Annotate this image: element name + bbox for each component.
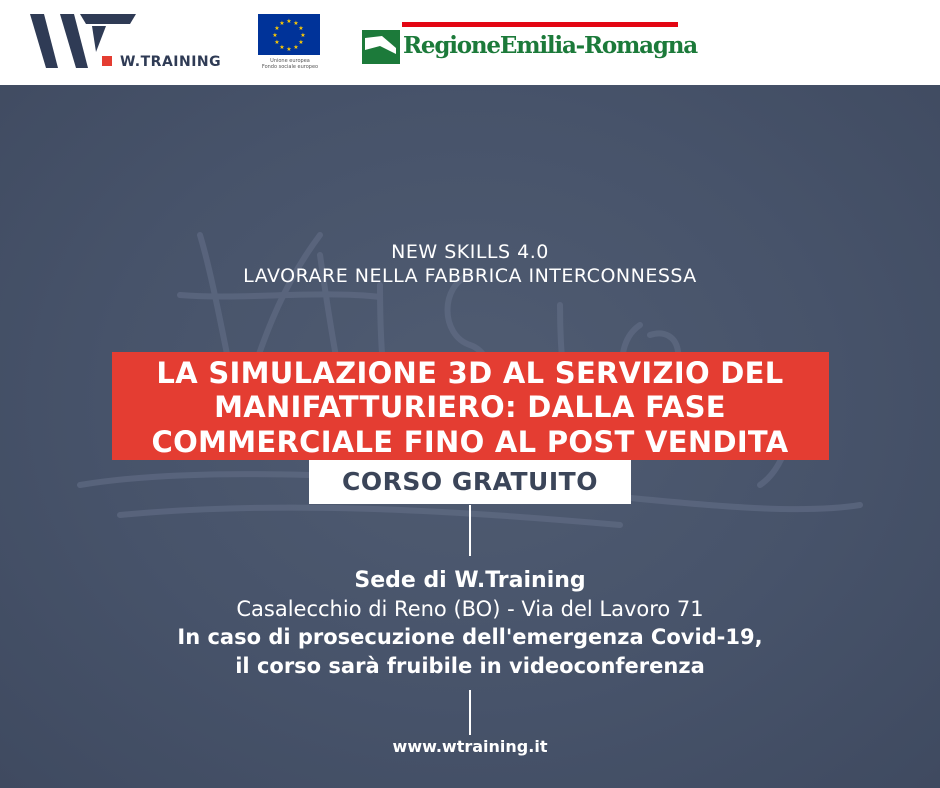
program-name: NEW SKILLS 4.0 [391, 241, 549, 263]
svg-text:★: ★ [298, 25, 304, 32]
svg-text:★: ★ [272, 32, 278, 39]
website-link[interactable]: www.wtraining.it [392, 737, 548, 756]
svg-text:★: ★ [279, 44, 285, 51]
course-title-line: MANIFATTURIERO: DALLA FASE [214, 390, 726, 424]
course-title-line: COMMERCIALE FINO AL POST VENDITA [151, 425, 789, 459]
program-subtitle: LAVORARE NELLA FABBRICA INTERCONNESSA [243, 265, 697, 287]
svg-text:★: ★ [274, 25, 280, 32]
eu-logo-caption [258, 58, 322, 70]
wtraining-red-square [102, 56, 112, 66]
region-logo-text: RegioneEmilia-Romagna [403, 32, 697, 59]
eu-logo [258, 14, 322, 72]
region-logo-red-line [402, 22, 678, 27]
svg-text:★: ★ [293, 44, 299, 51]
svg-text:★: ★ [279, 20, 285, 27]
svg-text:★: ★ [274, 39, 280, 46]
region-map-mark-icon [362, 30, 400, 64]
svg-text:★: ★ [286, 46, 292, 53]
logo-header [0, 0, 940, 85]
divider-line [469, 690, 471, 735]
wtraining-logo [30, 12, 220, 74]
venue-address: Casalecchio di Reno (BO) - Via del Lavoro 71 [236, 597, 704, 621]
chalkboard-background [0, 85, 940, 788]
eu-flag-icon [258, 14, 320, 55]
covid-note-line: In caso di prosecuzione dell'emergenza Covid-19, [177, 625, 763, 649]
regione-emilia-romagna-logo [362, 22, 697, 68]
eu-caption-line: Unione europea [270, 58, 310, 64]
covid-note-line: il corso sarà fruibile in videoconferenza [235, 654, 705, 678]
svg-text:★: ★ [286, 18, 292, 25]
svg-text:★: ★ [293, 20, 299, 27]
free-course-badge: CORSO GRATUITO [309, 460, 631, 504]
course-title-line: LA SIMULAZIONE 3D AL SERVIZIO DEL [156, 356, 784, 390]
wtraining-logo-text: W.TRAINING [120, 54, 222, 70]
venue-name: Sede di W.Training [354, 568, 586, 593]
svg-text:★: ★ [300, 32, 306, 39]
divider-line [469, 505, 471, 556]
eu-caption-line: Fondo sociale europeo [261, 64, 319, 70]
svg-text:★: ★ [298, 39, 304, 46]
